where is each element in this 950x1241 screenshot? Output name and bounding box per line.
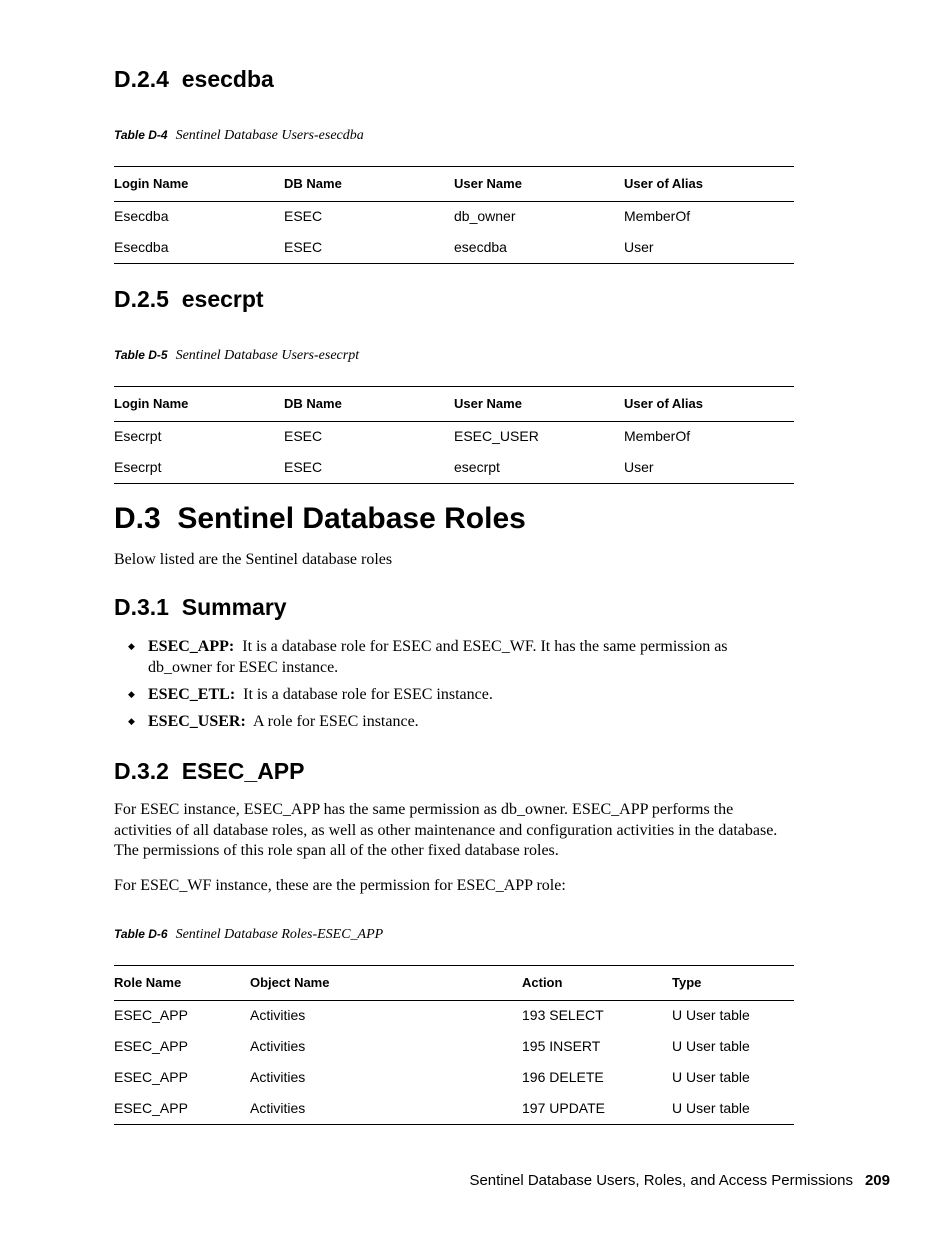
section-number: D.3.2	[114, 758, 169, 784]
caption-label: Table D-4	[114, 128, 168, 142]
table-header-rule	[114, 201, 794, 202]
table-cell: U User table	[672, 1069, 750, 1085]
column-header: Action	[522, 975, 563, 990]
table-top-rule	[114, 166, 794, 167]
column-header: Type	[672, 975, 702, 990]
table-cell: 196 DELETE	[522, 1069, 604, 1085]
table-row	[114, 1069, 794, 1091]
table-cell: User	[624, 459, 654, 475]
table-cell: Activities	[250, 1007, 306, 1023]
caption-text: Sentinel Database Users-esecrpt	[175, 348, 360, 363]
footer-title: Sentinel Database Users, Roles, and Access Permissions	[469, 1172, 853, 1189]
section-heading-d25	[114, 286, 264, 313]
column-header: Role Name	[114, 975, 182, 990]
list-item	[148, 685, 788, 706]
table-cell: Esecdba	[114, 208, 169, 224]
column-header: Object Name	[250, 975, 330, 990]
table-cell: ESEC_APP	[114, 1038, 188, 1054]
table-header-rule	[114, 1000, 794, 1001]
table-cell: ESEC_APP	[114, 1100, 188, 1116]
table-caption-d5	[114, 347, 359, 364]
section-heading-d31	[114, 594, 287, 621]
bullet-term: ESEC_ETL:	[148, 686, 236, 703]
table-cell: U User table	[672, 1038, 750, 1054]
table-cell: MemberOf	[624, 208, 691, 224]
table-row	[114, 428, 794, 450]
table-cell: ESEC	[284, 239, 323, 255]
column-header: DB Name	[284, 396, 342, 411]
table-cell: esecrpt	[454, 459, 500, 475]
table-row	[114, 1038, 794, 1060]
table-cell: User	[624, 239, 654, 255]
bullet-text: It is a database role for ESEC and ESEC_WF. It has the same permission as db_owner for ESEC instance.	[148, 638, 728, 676]
table-caption-d4	[114, 127, 364, 144]
table-header-row	[114, 975, 794, 997]
section-number: D.3	[114, 502, 161, 535]
d32-paragraph-2: For ESEC_WF instance, these are the permission for ESEC_APP role:	[114, 877, 566, 894]
table-cell: U User table	[672, 1007, 750, 1023]
caption-label: Table D-6	[114, 927, 168, 941]
section-title: esecdba	[181, 66, 274, 92]
d32-paragraph-1: For ESEC instance, ESEC_APP has the same permission as db_owner. ESEC_APP performs the activities of all database roles, as well as other maintenance and configuration activities in the database. The permissions of this role span all of the other fixed database roles.	[114, 801, 778, 859]
section-title: Sentinel Database Roles	[177, 502, 526, 535]
section-title: Summary	[181, 594, 287, 620]
section-heading-d32	[114, 758, 304, 785]
column-header: Login Name	[114, 176, 189, 191]
table-cell: esecdba	[454, 239, 507, 255]
table-cell: ESEC_USER	[454, 428, 539, 444]
column-header: User of Alias	[624, 396, 703, 411]
bullet-term: ESEC_USER:	[148, 713, 246, 730]
bullet-diamond-icon: ◆	[128, 642, 135, 652]
table-row	[114, 459, 794, 481]
table-bottom-rule	[114, 263, 794, 264]
table-top-rule	[114, 965, 794, 966]
table-header-row	[114, 396, 794, 418]
d3-intro-text: Below listed are the Sentinel database roles	[114, 551, 393, 568]
page-footer	[469, 1172, 890, 1189]
caption-text: Sentinel Database Roles-ESEC_APP	[175, 927, 384, 942]
column-header: Login Name	[114, 396, 189, 411]
caption-label: Table D-5	[114, 348, 168, 362]
section-title: esecrpt	[181, 286, 264, 312]
table-cell: db_owner	[454, 208, 516, 224]
table-cell: Activities	[250, 1038, 306, 1054]
table-caption-d6	[114, 926, 383, 943]
table-bottom-rule	[114, 1124, 794, 1125]
bullet-text: It is a database role for ESEC instance.	[243, 686, 493, 703]
table-cell: Esecdba	[114, 239, 169, 255]
column-header: User of Alias	[624, 176, 703, 191]
table-cell: Esecrpt	[114, 459, 162, 475]
table-top-rule	[114, 386, 794, 387]
table-row	[114, 239, 794, 261]
table-cell: ESEC	[284, 459, 323, 475]
section-heading-d3	[114, 502, 526, 536]
table-row	[114, 1007, 794, 1029]
section-number: D.2.5	[114, 286, 169, 312]
page-number: 209	[864, 1172, 890, 1189]
table-cell: ESEC	[284, 208, 323, 224]
table-cell: Activities	[250, 1069, 306, 1085]
column-header: User Name	[454, 176, 522, 191]
table-cell: U User table	[672, 1100, 750, 1116]
table-cell: Esecrpt	[114, 428, 162, 444]
column-header: User Name	[454, 396, 522, 411]
bullet-term: ESEC_APP:	[148, 638, 235, 655]
table-cell: 195 INSERT	[522, 1038, 601, 1054]
table-row	[114, 208, 794, 230]
table-cell: ESEC_APP	[114, 1069, 188, 1085]
bullet-diamond-icon: ◆	[128, 690, 135, 700]
table-cell: 197 UPDATE	[522, 1100, 605, 1116]
section-number: D.3.1	[114, 594, 169, 620]
section-heading-d24	[114, 66, 274, 93]
bullet-text: A role for ESEC instance.	[252, 713, 419, 730]
table-cell: ESEC_APP	[114, 1007, 188, 1023]
table-bottom-rule	[114, 483, 794, 484]
section-number: D.2.4	[114, 66, 169, 92]
table-header-row	[114, 176, 794, 198]
table-cell: ESEC	[284, 428, 323, 444]
table-cell: 193 SELECT	[522, 1007, 604, 1023]
table-row	[114, 1100, 794, 1122]
caption-text: Sentinel Database Users-esecdba	[175, 128, 364, 143]
table-header-rule	[114, 421, 794, 422]
table-cell: Activities	[250, 1100, 306, 1116]
table-cell: MemberOf	[624, 428, 691, 444]
section-title: ESEC_APP	[181, 758, 305, 784]
list-item	[148, 712, 788, 733]
list-item	[148, 637, 788, 678]
bullet-diamond-icon: ◆	[128, 717, 135, 727]
column-header: DB Name	[284, 176, 342, 191]
